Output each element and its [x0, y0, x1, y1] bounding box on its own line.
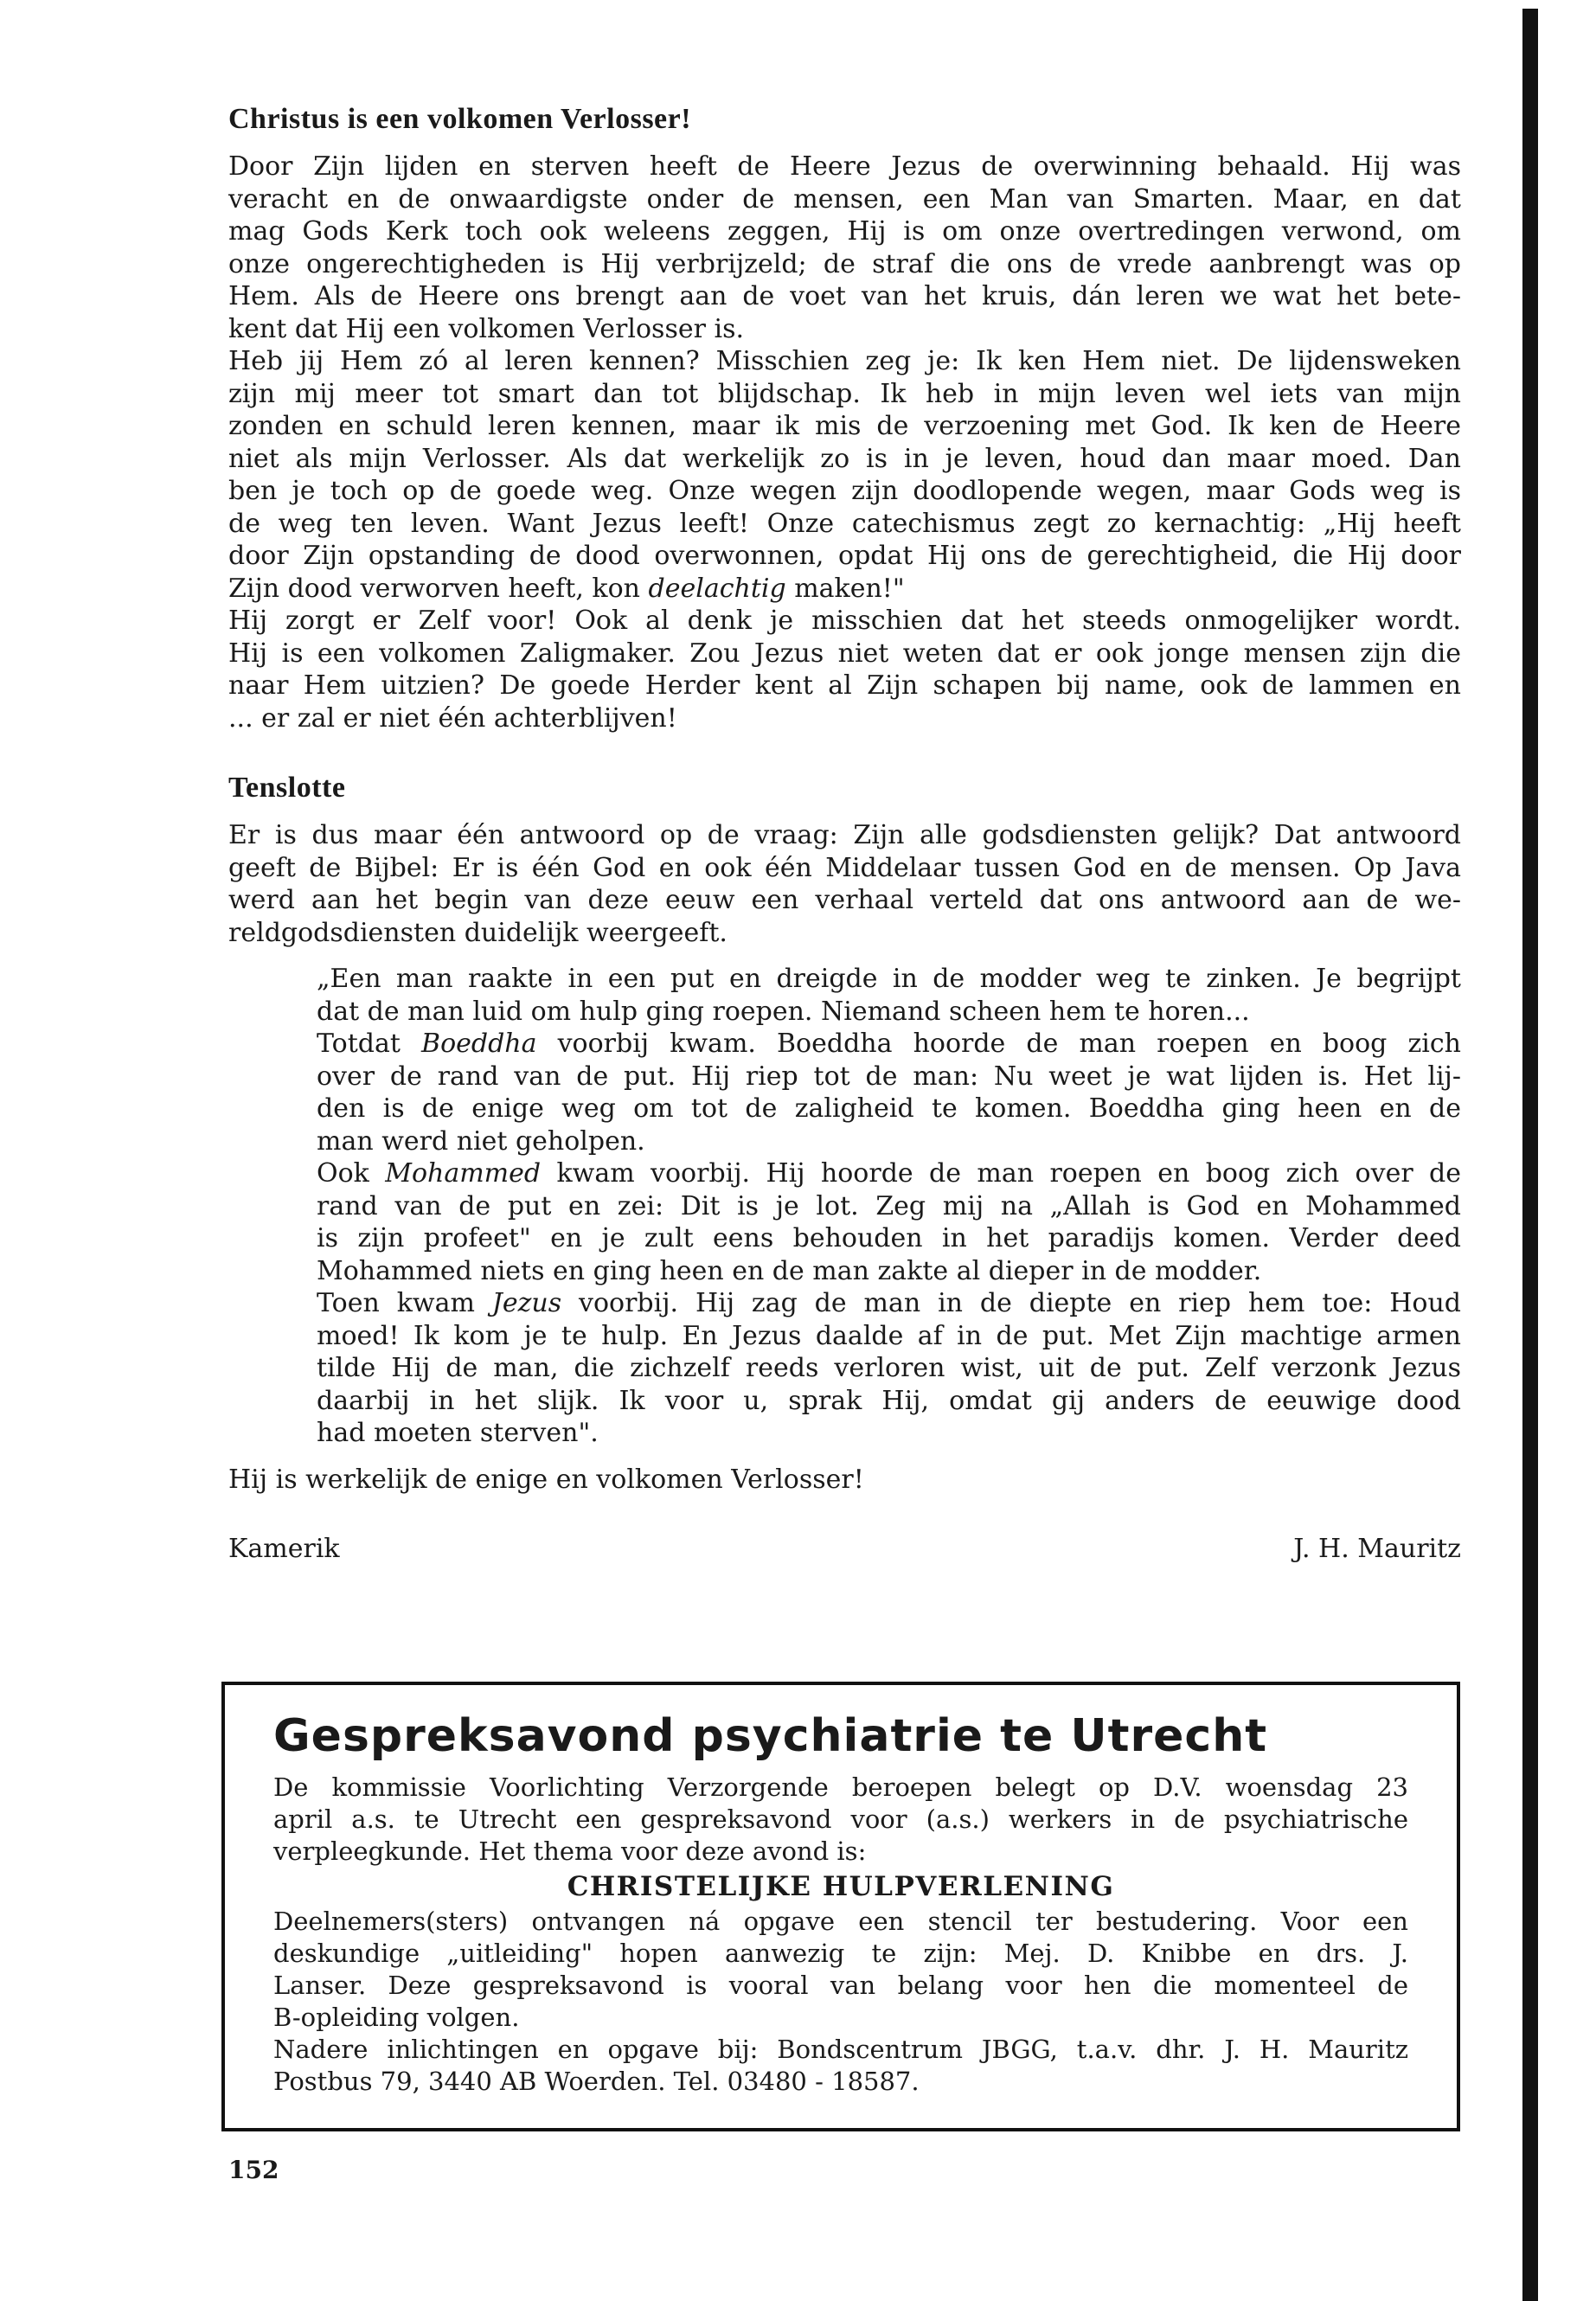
text-segment: Ook [317, 1158, 386, 1189]
text-line: den is de enige weg om tot de zaligheid te komen. Boeddha ging heen en de [317, 1093, 1461, 1124]
text-line: B-opleiding volgen. [273, 2003, 520, 2032]
quote-paragraph-1 [317, 963, 1461, 1028]
text-line: Postbus 79, 3440 AB Woerden. Tel. 03480 - 18587. [273, 2067, 920, 2096]
text-line [317, 1028, 1461, 1061]
text-line: daarbij in het slijk. Ik voor u, sprak Hij, omdat gij anders de eeuwige dood [317, 1385, 1461, 1416]
text-line: had moeten sterven". [317, 1418, 599, 1448]
text-line: niet als mijn Verlosser. Als dat werkelijk zo is in je leven, houd dan maar moed. Dan [228, 443, 1461, 474]
signature [228, 1532, 1461, 1567]
text-line: Mohammed niets en ging heen en de man zakte al dieper in de modder. [317, 1255, 1262, 1286]
article [228, 102, 1461, 1567]
notice-theme: CHRISTELIJKE HULPVERLENING [567, 1871, 1115, 1902]
text-line: april a.s. te Utrecht een gespreksavond voor (a.s.) werkers in de psychiatrische [273, 1804, 1408, 1834]
text-line: onze ongerechtigheden is Hij verbrijzeld; de straf die ons de vrede aanbrengt was op [228, 248, 1461, 279]
text-line: Er is dus maar één antwoord op de vraag: Zijn alle godsdiensten gelijk? Dat antwoord [228, 820, 1461, 850]
text-line: Hij is werkelijk de enige en volkomen Verlosser! [228, 1464, 864, 1495]
page-number: 152 [228, 2156, 279, 2184]
text-line: deskundige „uitleiding" hopen aanwezig te zijn: Mej. D. Knibbe en drs. J. [273, 1939, 1408, 1968]
text-segment: Toen kwam [317, 1288, 492, 1318]
text-line: zijn mij meer tot smart dan tot blijdschap. Ik heb in mijn leven wel iets van mijn [228, 378, 1461, 409]
text-segment: Totdat [317, 1029, 422, 1059]
text-line: Hem. Als de Heere ons brengt aan de voet van het kruis, dán leren we wat het bete- [228, 281, 1461, 311]
text-line: kent dat Hij een volkomen Verlosser is. [228, 313, 745, 344]
text-line: over de rand van de put. Hij riep tot de man: Nu weet je wat lijden is. Het lij- [317, 1061, 1461, 1092]
text-line: Door Zijn lijden en sterven heeft de Heere Jezus de overwinning behaald. Hij was [228, 151, 1461, 182]
text-line: De kommissie Voorlichting Verzorgende beroepen belegt op D.V. woensdag 23 [273, 1772, 1408, 1802]
text-line: moed! Ik kom je te hulp. En Jezus daalde af in de put. Met Zijn machtige armen [317, 1320, 1461, 1351]
text-line: Hij zorgt er Zelf voor! Ook al denk je misschien dat het steeds onmogelijker wordt. [228, 606, 1461, 636]
emphasis-text: Mohammed [385, 1158, 542, 1189]
quote-paragraph-2 [317, 1028, 1461, 1157]
text-line: Hij is een volkomen Zaligmaker. Zou Jezus niet weten dat er ook jonge mensen zijn die [228, 638, 1461, 669]
text-line: Lanser. Deze gespreksavond is vooral van belang voor hen die momenteel de [273, 1971, 1408, 2000]
emphasis-text: Boeddha [421, 1029, 537, 1059]
text-segment: Zijn dood verworven heeft, kon [228, 573, 649, 604]
paragraph-4 [228, 819, 1461, 949]
signature-place: Kamerik [228, 1534, 340, 1564]
text-line: mag Gods Kerk toch ook weleens zeggen, Hij is om onze overtredingen verwond, om [228, 216, 1461, 247]
text-line [317, 1287, 1461, 1320]
text-line: door Zijn opstanding de dood overwonnen, opdat Hij ons de gerechtigheid, die Hij door [228, 541, 1461, 571]
text-line: ... er zal er niet één achterblijven! [228, 702, 677, 734]
notice-paragraph-1 [273, 1772, 1408, 1868]
paragraph-2 [228, 345, 1461, 605]
text-line: rand van de put en zei: Dit is je lot. Zeg mij na „Allah is God en Mohammed [317, 1190, 1461, 1221]
text-line: Heb jij Hem zó al leren kennen? Misschien zeg je: Ik ken Hem niet. De lijdensweken [228, 346, 1461, 376]
text-line [228, 573, 1461, 606]
text-line: zonden en schuld leren kennen, maar ik mis de verzoening met God. Ik ken de Heere [228, 411, 1461, 441]
emphasis-text: deelachtig [648, 573, 786, 604]
text-segment: voorbij kwam. Boeddha hoorde de man roepen en boog zich [536, 1029, 1461, 1059]
story-quote [317, 963, 1461, 1450]
text-line: verpleegkunde. Het thema voor deze avond is: [273, 1836, 867, 1866]
emphasis-text: Jezus [491, 1288, 562, 1318]
notice-paragraph-2 [273, 1906, 1408, 2098]
notice-title: Gespreksavond psychiatrie te Utrecht [273, 1710, 1268, 1762]
text-line: geeft de Bijbel: Er is één God en ook één Middelaar tussen God en de mensen. Op Java [228, 852, 1461, 883]
quote-paragraph-3 [317, 1157, 1461, 1287]
closing-line [228, 1464, 1461, 1497]
text-segment: maken!" [785, 573, 905, 604]
quote-paragraph-4 [317, 1287, 1461, 1450]
text-line: werd aan het begin van deze eeuw een verhaal verteld dat ons antwoord aan de we- [228, 885, 1461, 915]
text-line: tilde Hij de man, die zichzelf reeds verloren wist, uit de put. Zelf verzonk Jezus [317, 1353, 1461, 1383]
paragraph-1 [228, 151, 1461, 345]
text-line: „Een man raakte in een put en dreigde in de modder weg te zinken. Je begrijpt [317, 964, 1461, 994]
text-line: Deelnemers(sters) ontvangen ná opgave een stencil ter bestudering. Voor een [273, 1907, 1408, 1936]
text-segment: kwam voorbij. Hij hoorde de man roepen en boog zich over de [541, 1158, 1462, 1189]
text-line: Nadere inlichtingen en opgave bij: Bondscentrum JBGG, t.a.v. dhr. J. H. Mauritz [273, 2035, 1408, 2064]
notice-content [273, 1709, 1408, 2098]
text-line: ben je toch op de goede weg. Onze wegen zijn doodlopende wegen, maar Gods weg is [228, 476, 1461, 506]
text-line: veracht en de onwaardigste onder de mensen, een Man van Smarten. Maar, en dat [228, 183, 1461, 215]
text-line: naar Hem uitzien? De goede Herder kent al Zijn schapen bij name, ook de lammen en [228, 670, 1461, 701]
text-line: is zijn profeet" en je zult eens behouden in het paradijs komen. Verder deed [317, 1223, 1461, 1253]
text-line: de weg ten leven. Want Jezus leeft! Onze catechismus zegt zo kernachtig: „Hij heeft [228, 508, 1461, 539]
text-line [317, 1157, 1461, 1190]
heading-christus: Christus is een volkomen Verlosser! [228, 103, 692, 135]
text-line: man werd niet geholpen. [317, 1125, 645, 1157]
text-line: reldgodsdiensten duidelijk weergeeft. [228, 917, 727, 948]
paragraph-3 [228, 605, 1461, 734]
text-segment: voorbij. Hij zag de man in de diepte en riep hem toe: Houd [561, 1288, 1461, 1318]
signature-author: J. H. Mauritz [1293, 1534, 1461, 1564]
notice-box [221, 1682, 1460, 2131]
page-edge-bar [1522, 9, 1538, 2301]
text-line: dat de man luid om hulp ging roepen. Niemand scheen hem te horen... [317, 996, 1250, 1027]
heading-tenslotte: Tenslotte [228, 772, 346, 804]
